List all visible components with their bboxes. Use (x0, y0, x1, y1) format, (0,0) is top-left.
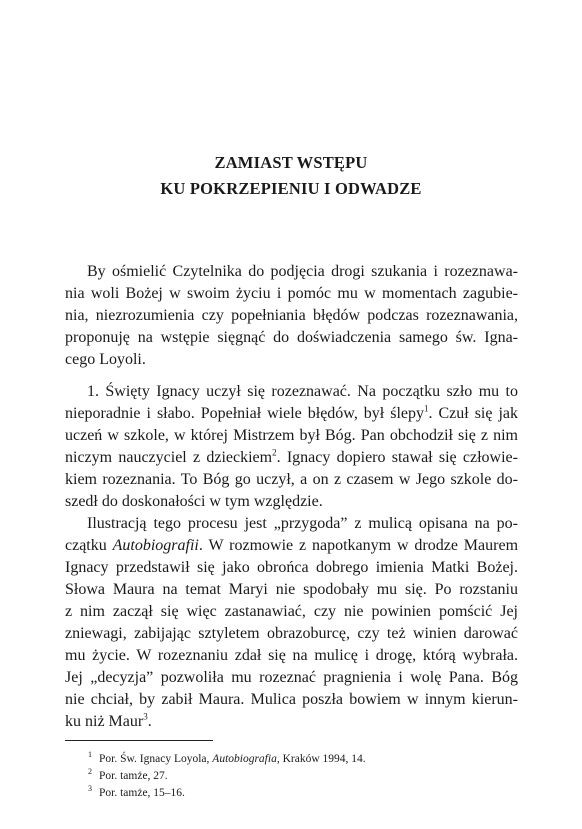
footnote-text: Por. tamże, 15–16. (99, 787, 185, 799)
paragraph-2-line: uczeń w szkole, w której Mistrzem był Bóg. Pan obchodził się z nim (65, 427, 518, 444)
text-run: . W rozmowie z napotkanym w drodze Maurem (198, 537, 519, 554)
paragraph-3-line: Jej „decyzja” pozwoliła mu rozeznać pragnienia i wolę Pana. Bóg (65, 669, 518, 686)
paragraph-3-line (65, 536, 518, 556)
paragraph-2-line: kiem rozeznania. To Bóg go uczył, a on z czasem w Jego szkole do- (65, 471, 518, 488)
paragraph-2-line: szedł do doskonałości w tym względzie. (65, 493, 323, 510)
paragraph-3-line: Ilustracją tego procesu jest „przygoda” z mulicą opisana na po- (87, 515, 518, 532)
footnote-separator (65, 740, 213, 741)
paragraph-2-line (65, 404, 518, 424)
footnote-ref-3[interactable]: 3 (143, 711, 148, 722)
footnote-book-title: Autobiografia (212, 753, 277, 765)
footnote-ref-2[interactable]: 2 (272, 447, 277, 458)
paragraph-3-line: zniewagi, zabijając sztyletem obrazoburcę, czy też winien darować (65, 625, 518, 642)
book-title: Autobiografii (112, 537, 199, 554)
text-run: niczym nauczyciel z dzieckiem (65, 449, 273, 466)
paragraph-1-line: proponuję na wstępie sięgnąć do doświadczenia samego św. Igna- (65, 329, 518, 346)
footnote-text: Por. tamże, 27. (99, 770, 168, 782)
text-run: . Czuł się jak (428, 405, 518, 422)
text-run: czątku (65, 537, 113, 554)
chapter-heading (0, 150, 582, 202)
footnote-ref-1[interactable]: 1 (424, 403, 429, 414)
footnote-2: $^2$ Por. tamże, 27. (88, 767, 168, 782)
paragraph-1-line: cego Loyoli. (65, 351, 146, 368)
paragraph-2-line (65, 448, 518, 468)
footnote-1: $^1$ Por. Św. Ignacy Loyola, Autobiografia, Kraków 1994, 14. (88, 750, 366, 765)
paragraph-3-line: nie chciał, by zabił Maura. Mulica poszła bowiem w innym kierun- (65, 691, 518, 708)
chapter-title-line-2: KU POKRZEPIENIU I ODWADZE (160, 179, 422, 198)
text-run: ku niż Maur (65, 713, 144, 730)
paragraph-3-line: mu życie. W rozeznaniu zdał się na mulicę i drogę, którą wybrała. (65, 647, 518, 664)
text-run: . (147, 713, 152, 730)
paragraph-3-line: Słowa Maura na temat Maryi nie spodobały mu się. Po rozstaniu (65, 581, 518, 598)
paragraph-1-line: nia woli Bożej w swoim życiu i pomóc mu w momentach zagubie- (65, 285, 518, 302)
text-run: . Ignacy dopiero stawał się człowie- (276, 449, 518, 466)
footnote-text: Por. Św. Ignacy Loyola, (99, 753, 213, 765)
paragraph-1-line: nia, niezrozumienia czy popełniania błędów podczas rozeznawania, (65, 307, 518, 324)
footnote-text: , Kraków 1994, 14. (276, 753, 366, 765)
text-run: nieporadnie i słabo. Popełniał wiele błędów, był ślepy (65, 405, 424, 422)
chapter-title-line-1: ZAMIAST WSTĘPU (214, 153, 368, 172)
paragraph-3-line: Ignacy przedstawił się jako obrońca dobrego imienia Matki Bożej. (65, 559, 518, 576)
paragraph-3-line: z nim zaczął się więc zastanawiać, czy nie powinien pomścić Jej (65, 603, 518, 620)
paragraph-2-line: 1. Święty Ignacy uczył się rozeznawać. Na początku szło mu to (87, 383, 518, 400)
paragraph-1-line: By ośmielić Czytelnika do podjęcia drogi szukania i rozeznawa- (87, 263, 518, 280)
paragraph-3-line (65, 712, 518, 732)
footnote-3: $^3$ Por. tamże, 15–16. (88, 784, 185, 799)
